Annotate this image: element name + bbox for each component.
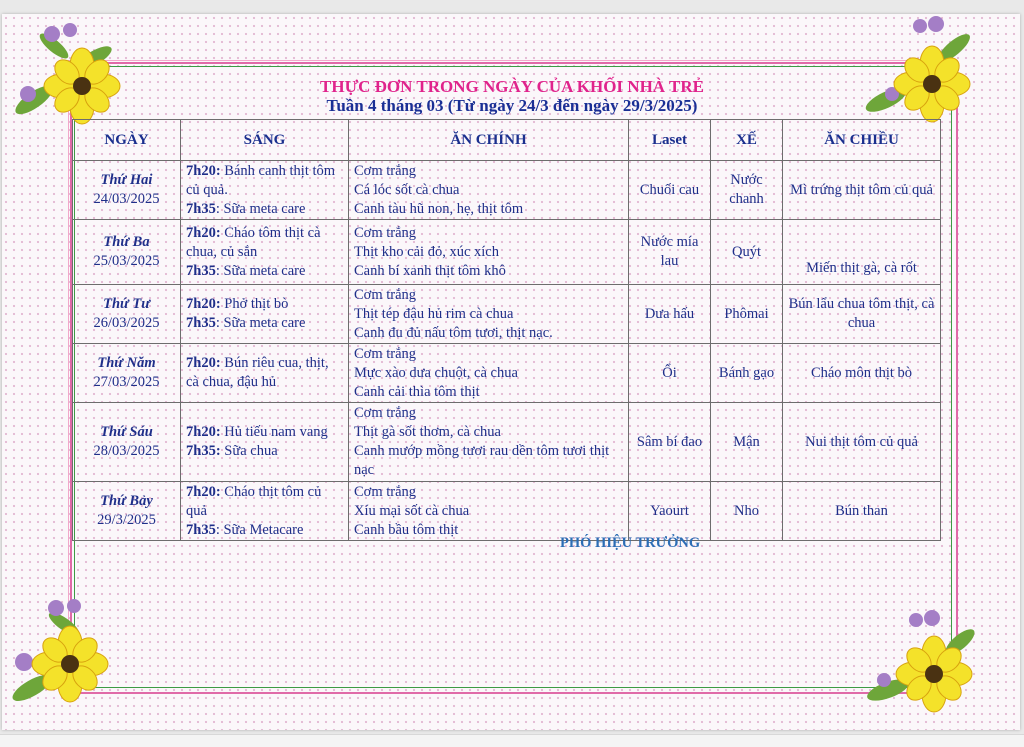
day-name: Thứ Ba [103, 234, 150, 250]
main-meal-cell [349, 482, 629, 541]
header-morning: SÁNG [181, 120, 349, 161]
header-afternoon: ĂN CHIỀU [783, 120, 941, 161]
snack-cell: Phômai [711, 285, 783, 344]
main-dish: Canh cải thìa tôm thịt [354, 383, 480, 400]
afternoon-cell: Nui thịt tôm củ quả [783, 403, 941, 482]
time-label: 7h20: [186, 424, 221, 440]
main-dish: Cơm trắng [354, 224, 417, 241]
time-label: 7h35 [186, 262, 216, 279]
main-meal-cell [349, 220, 629, 285]
laset-cell: Ổi [629, 344, 711, 403]
main-dish: Xíu mại sốt cà chua [354, 502, 470, 519]
table-row [73, 220, 941, 285]
menu-week-subtitle: Tuần 4 tháng 03 (Từ ngày 24/3 đến ngày 29/3/2025) [326, 96, 698, 115]
flower-corner-bottom-right-icon [862, 608, 982, 728]
header-laset: Laset [629, 120, 711, 161]
afternoon-cell: Bún than [783, 482, 941, 541]
laset-cell: Sâm bí đao [629, 403, 711, 482]
snack-cell: Quýt [711, 220, 783, 285]
morning-cell [181, 344, 349, 403]
time-label: 7h20: [186, 224, 221, 241]
main-dish: Cá lóc sốt cà chua [354, 181, 460, 198]
day-date: 25/03/2025 [93, 253, 160, 269]
time-label: 7h35 [186, 521, 216, 538]
day-date: 24/03/2025 [93, 191, 160, 207]
main-dish: Cơm trắng [354, 483, 417, 500]
day-date: 26/03/2025 [93, 315, 160, 331]
menu-table [72, 119, 941, 541]
time-label: 7h35 [186, 200, 216, 217]
morning-item: : Sữa meta care [215, 315, 306, 331]
page-bottom-strip [0, 734, 1024, 747]
day-cell [73, 161, 181, 220]
afternoon-cell: Bún lẩu chua tôm thịt, cà chua [783, 285, 941, 344]
time-label: 7h20: [186, 296, 221, 312]
morning-cell [181, 220, 349, 285]
morning-item: Bánh canh thịt tôm củ quả. [186, 162, 336, 198]
main-dish: Canh đu đủ nấu tôm tươi, thịt nạc. [354, 324, 553, 341]
main-dish: Canh mướp mồng tươi rau dền tôm tươi thịt nạc [354, 443, 610, 478]
menu-title: THỰC ĐƠN TRONG NGÀY CỦA KHỐI NHÀ TRẺ [320, 77, 704, 96]
header-main-meal: ĂN CHÍNH [349, 120, 629, 161]
day-date: 27/03/2025 [93, 374, 160, 390]
main-meal-cell [349, 161, 629, 220]
morning-item: : Sữa Metacare [215, 521, 304, 538]
day-cell [73, 285, 181, 344]
morning-item: Hủ tiếu nam vang [220, 424, 328, 440]
snack-cell: Nước chanh [711, 161, 783, 220]
afternoon-cell: Cháo môn thịt bò [783, 344, 941, 403]
morning-item: Phở thịt bò [220, 296, 289, 312]
day-cell [73, 482, 181, 541]
laset-cell: Nước mía lau [629, 220, 711, 285]
main-meal-cell [349, 285, 629, 344]
main-dish: Thịt gà sốt thơm, cà chua [354, 424, 501, 440]
laset-cell: Yaourt [629, 482, 711, 541]
morning-item: Cháo tôm thịt cà chua, củ sắn [186, 224, 321, 260]
signature-title: PHÓ HIỆU TRƯỞNG [560, 535, 701, 551]
day-date: 28/03/2025 [93, 443, 160, 459]
morning-item: : Sữa meta care [215, 262, 306, 279]
morning-cell [181, 403, 349, 482]
day-name: Thứ Hai [100, 172, 153, 188]
day-name: Thứ Sáu [100, 424, 153, 440]
snack-cell: Nho [711, 482, 783, 541]
day-cell [73, 403, 181, 482]
table-row [73, 285, 941, 344]
time-label: 7h35 [186, 315, 216, 331]
snack-cell: Bánh gạo [711, 344, 783, 403]
main-dish: Canh bầu tôm thịt [354, 521, 459, 538]
main-dish: Thịt tép đậu hủ rim cà chua [354, 305, 514, 322]
day-cell [73, 344, 181, 403]
morning-item: Cháo thịt tôm củ quả [186, 483, 322, 519]
laset-cell: Dưa hấu [629, 285, 711, 344]
table-row [73, 482, 941, 541]
morning-item: : Sữa meta care [215, 200, 306, 217]
header-day: NGÀY [73, 120, 181, 161]
main-meal-cell [349, 344, 629, 403]
time-label: 7h35: [186, 443, 221, 459]
main-dish: Thịt kho cải đỏ, xúc xích [354, 243, 499, 260]
flower-corner-top-right-icon [862, 14, 982, 134]
main-dish: Mực xào dưa chuột, cà chua [354, 364, 518, 381]
day-name: Thứ Năm [97, 355, 156, 371]
table-row [73, 344, 941, 403]
main-dish: Cơm trắng [354, 345, 417, 362]
main-dish: Cơm trắng [354, 286, 417, 303]
time-label: 7h20: [186, 355, 221, 371]
main-dish: Canh bí xanh thịt tôm khô [354, 262, 506, 279]
time-label: 7h20: [186, 483, 221, 500]
table-row [73, 403, 941, 482]
header-snack: XẾ [711, 120, 783, 161]
main-dish: Cơm trắng [354, 162, 417, 179]
day-name: Thứ Bảy [100, 493, 153, 509]
main-dish: Cơm trắng [354, 405, 417, 421]
morning-item: Sữa chua [220, 443, 278, 459]
day-cell [73, 220, 181, 285]
main-meal-cell [349, 403, 629, 482]
main-dish: Canh tàu hũ non, hẹ, thịt tôm [354, 200, 524, 217]
morning-item: Bún riêu cua, thịt, cà chua, đậu hủ [186, 355, 329, 390]
morning-cell [181, 161, 349, 220]
day-name: Thứ Tư [103, 296, 150, 312]
time-label: 7h20: [186, 162, 221, 179]
menu-header-row [73, 120, 941, 161]
day-date: 29/3/2025 [97, 512, 156, 528]
flower-corner-bottom-left-icon [4, 598, 124, 718]
morning-cell [181, 285, 349, 344]
morning-cell [181, 482, 349, 541]
snack-cell: Mận [711, 403, 783, 482]
laset-cell: Chuối cau [629, 161, 711, 220]
table-row [73, 161, 941, 220]
afternoon-cell: Mì trứng thịt tôm củ quả [783, 161, 941, 220]
afternoon-cell: Miến thịt gà, cà rốt [783, 220, 941, 285]
